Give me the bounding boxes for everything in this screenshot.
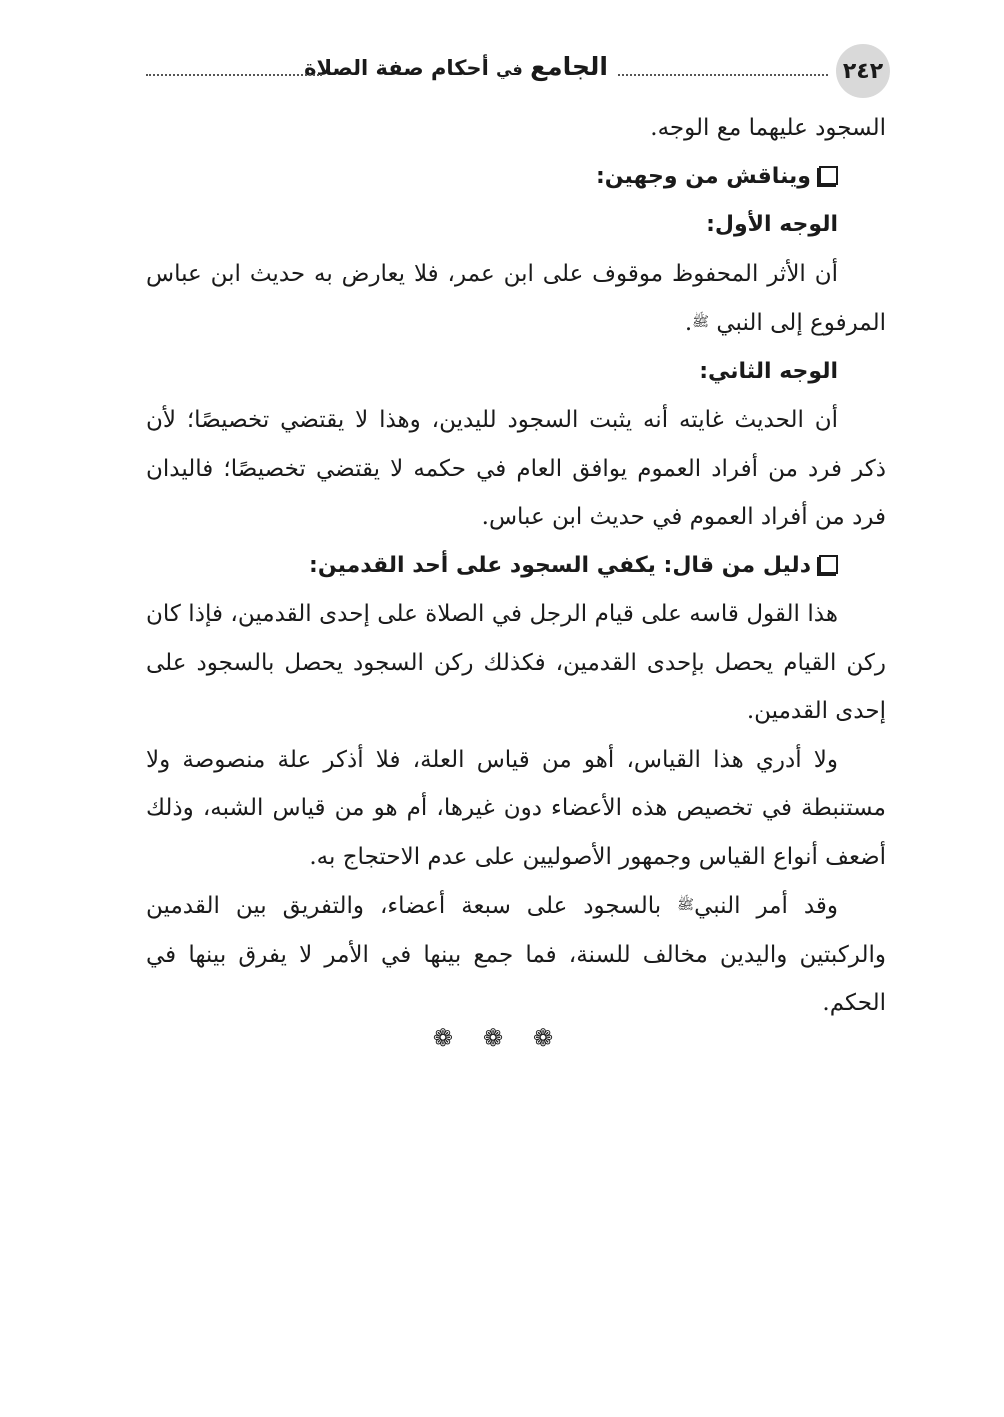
flower-ornament-icon: ❁: [482, 1024, 522, 1052]
section-end-ornaments: [0, 1024, 1004, 1052]
flower-ornament-icon: ❁: [533, 1024, 572, 1052]
salutation-glyph: ﷺ: [692, 314, 710, 330]
book-title-conj: في: [496, 60, 523, 79]
salutation-glyph: ﷺ: [677, 897, 695, 913]
header-dotted-rule-left: [146, 74, 322, 76]
book-title-main: الجامع: [530, 52, 608, 81]
header-dotted-rule-right: [618, 74, 828, 76]
paragraph-first-aspect: [146, 250, 886, 348]
book-title: [304, 52, 608, 81]
paragraph-end: .: [684, 310, 693, 336]
checkbox-bullet-icon: [819, 166, 838, 185]
checkbox-bullet-icon: [819, 555, 838, 574]
subheading-second-aspect: الوجه الثاني:: [699, 358, 838, 384]
paragraph-text: وقد أمر النبي: [694, 893, 838, 919]
heading-text: دليل من قال: يكفي السجود على أحد القدمين:: [309, 552, 811, 578]
heading-text: ويناقش من وجهين:: [595, 163, 811, 189]
book-title-rest: أحكام صفة الصلاة: [304, 56, 489, 80]
section-heading-evidence: [146, 542, 886, 591]
section-heading-discussion: [146, 153, 886, 202]
flower-ornament-icon: ❁: [432, 1024, 471, 1052]
page-body: [146, 104, 886, 1028]
paragraph-second-aspect: أن الحديث غايته أنه يثبت السجود لليدين، وهذا لا يقتضي تخصيصًا؛ لأن ذكر فرد من أفراد العموم يوافق العام في حكمه لا يقتضي تخصيصًا؛ فاليدان فرد من أفراد العموم في حديث ابن عباس.: [146, 407, 886, 530]
running-header: [146, 44, 890, 100]
paragraph-analogy: هذا القول قاسه على قيام الرجل في الصلاة على إحدى القدمين، فإذا كان ركن القيام يحصل بإحدى القدمين، فكذلك ركن السجود يحصل بالسجود على إحدى القدمين.: [146, 601, 886, 724]
paragraph-text: أن الأثر المحفوظ موقوف على ابن عمر، فلا يعارض به حديث ابن عباس المرفوع إلى النبي: [146, 260, 886, 336]
subheading-first-aspect: الوجه الأول:: [706, 212, 838, 237]
page-number-badge: ٢٤٢: [836, 44, 890, 98]
paragraph-conclusion: [146, 881, 886, 1028]
paragraph-text-end: بالسجود على سبعة أعضاء، والتفريق بين القدمين والركبتين واليدين مخالف للسنة، فما جمع بينها في الأمر لا يفرق بينها في الحكم.: [146, 893, 886, 1016]
paragraph-continuation: السجود عليهما مع الوجه.: [650, 115, 886, 141]
paragraph-critique: ولا أدري هذا القياس، أهو من قياس العلة، فلا أذكر علة منصوصة ولا مستنبطة في تخصيص هذه الأعضاء دون غيرها، أم هو من قياس الشبه، وذلك أضعف أنواع القياس وجمهور الأصوليين على عدم الاحتجاج به.: [146, 746, 886, 870]
